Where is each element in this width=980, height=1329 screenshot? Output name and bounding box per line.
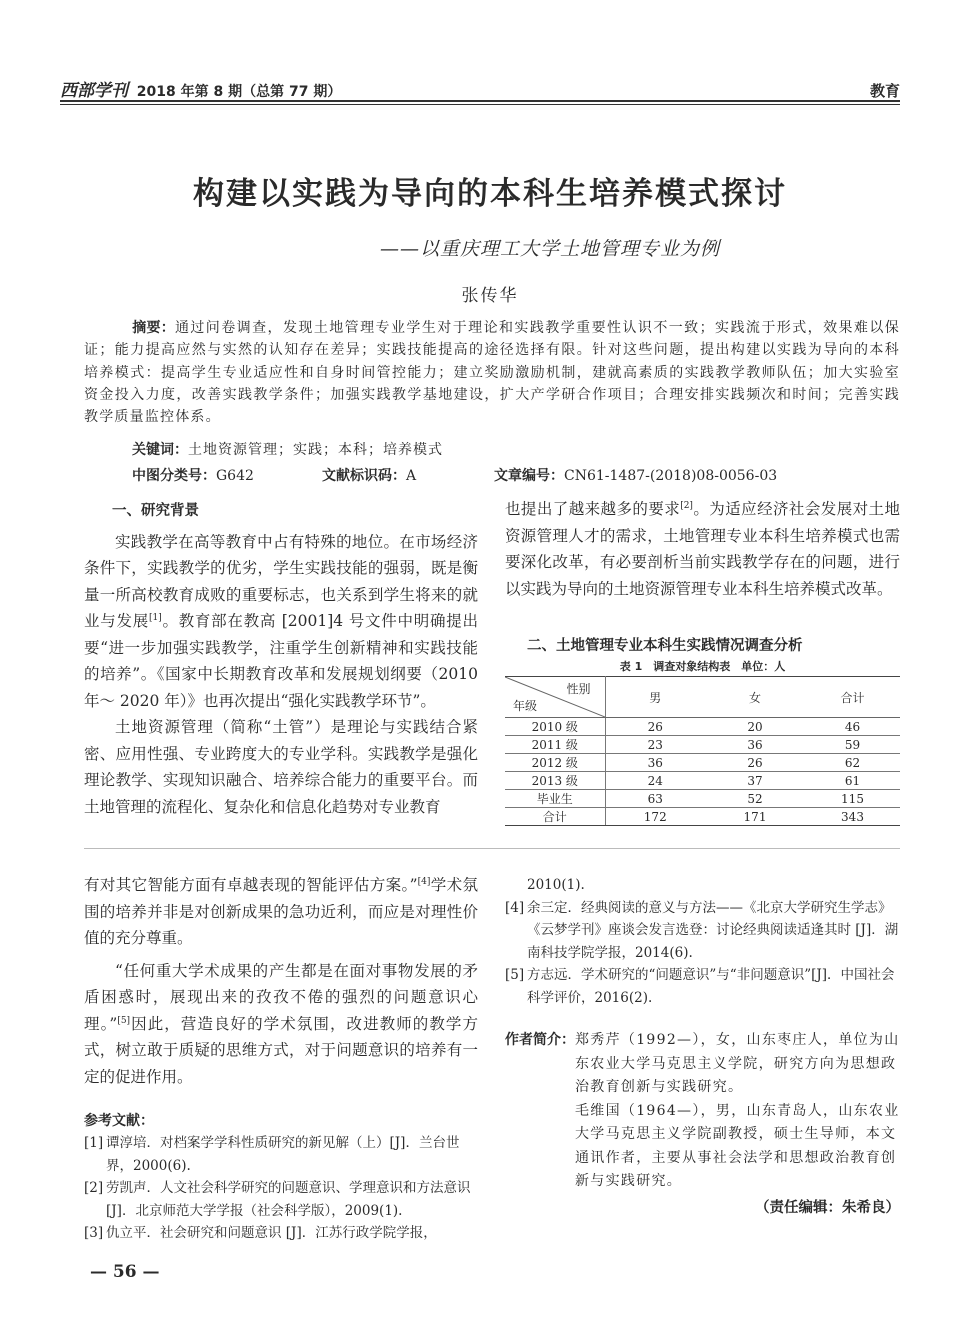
table-row: 2011 级 23 36 59 [505, 736, 900, 754]
references-title: 参考文献： [84, 1113, 154, 1129]
table-row: 2012 级 36 26 62 [505, 754, 900, 772]
page-number: — 56 — [90, 1262, 160, 1282]
lower-left-column [84, 872, 478, 1090]
reference-item: [5] 方志远．学术研究的“问题意识”与“非问题意识”[J]．中国社会科学评价，2016(2). [505, 967, 895, 1006]
clc-value: G642 [216, 468, 254, 484]
issue-info: 2018 年第 8 期（总第 77 期） [136, 84, 342, 100]
section1-heading: 一、研究背景 [112, 503, 199, 519]
table-header-total: 合计 [805, 677, 900, 718]
references-list-right [505, 874, 900, 1009]
abstract [84, 317, 900, 428]
table-total-row: 合计 172 171 343 [505, 808, 900, 826]
section2-heading: 二、土地管理专业本科生实践情况调查分析 [527, 638, 803, 654]
reference-item: [1] 谭淳培．对档案学学科性质研究的新见解（上）[J]．兰台世界，2000(6). [84, 1135, 460, 1174]
left-column [84, 498, 478, 820]
abstract-text: 通过问卷调查，发现土地管理专业学生对于理论和实践教学重要性认识不一致；实践流于形式，效果难以保证；能力提高应然与实然的认知存在差异；实践技能提高的途径选择有限。针对这些问题，提出构建以实践为导向的本科培养模式：提高学生专业适应性和自身时间管控能力；建立奖励激励机制，建就高素质的实践教学教师队伍；加大实验室资金投入力度，改善实践教学条件；加强实践教学基地建设，扩大产学研合作项目；合理安排实践频次和时间；完善实践教学质量监控体系。 [84, 320, 901, 426]
bio-author-1: 郑秀芹（1992—），女，山东枣庄人，单位为山东农业大学马克思主义学院，研究方向为思想政治教育创新与实践研究。 [575, 1032, 900, 1095]
bio-label: 作者简介： [505, 1032, 575, 1048]
doc-code-value: A [406, 468, 417, 484]
survey-table-wrapper [505, 676, 900, 826]
doc-code-label: 文献标识码： [322, 468, 406, 484]
journal-header [60, 76, 341, 101]
citation-1: [1] [148, 612, 162, 623]
table-caption: 表 1 调查对象结构表 单位：人 [619, 660, 786, 673]
table-corner-cell [505, 677, 605, 718]
corner-top-label: 性别 [566, 682, 591, 696]
reference-item: [4] 余三定．经典阅读的意义与方法——《北京大学研究生学志》《云梦学刊》座谈会发言选登：讨论经典阅读适逢其时 [J]．湖南科技学院学报，2014(6). [505, 899, 899, 961]
table-header-male: 男 [605, 677, 705, 718]
citation-2: [2] [680, 500, 693, 511]
table-header-row [505, 677, 900, 718]
reference-item: [2] 劳凯声．人文社会科学研究的问题意识、学理意识和方法意识 [J]．北京师范大学学报（社会科学版），2009(1). [84, 1180, 471, 1219]
reference-continuation: 2010(1). [527, 877, 585, 893]
corner-bottom-label: 年级 [513, 699, 538, 713]
lower-paragraph-2: “任何重大学术成果的产生都是在面对事物发展的矛盾困惑时，展现出来的孜孜不倦的强烈的问题意识心理。”[5]因此，营造良好的学术氛围，改进教师的教学方式，树立敢于质疑的思维方式，对于问题意识的培养有一定的促进作用。 [84, 961, 478, 1086]
section1-paragraph-2: 土地资源管理（简称“土管”）是理论与实践结合紧密、应用性强、专业跨度大的专业学科。实践教学是强化理论教学、实现知识融合、培养综合能力的重要平台。而土地管理的流程化、复杂化和信息化趋势对专业教育 [84, 718, 478, 816]
lower-paragraph-1: 有对其它智能方面有卓越表现的智能评估方案。”[4]学术氛围的培养并非是对创新成果的急功近利，而应是对理性价值的充分尊重。 [84, 876, 478, 947]
abstract-label: 摘要： [132, 320, 175, 336]
responsible-editor: （责任编辑：朱希良） [755, 1200, 900, 1216]
clc-label: 中图分类号： [132, 468, 216, 484]
journal-name: 西部学刊 [60, 81, 128, 101]
table-row: 2013 级 24 37 61 [505, 772, 900, 790]
references-list-left [84, 1132, 478, 1245]
article-no-value: CN61-1487-(2018)08-0056-03 [564, 468, 778, 484]
header-rule [60, 100, 900, 102]
article-author: 张传华 [461, 286, 519, 306]
article-no-label: 文章编号： [494, 468, 564, 484]
section1-paragraph-1: 实践教学在高等教育中占有特殊的地位。在市场经济条件下，实践教学的优劣，学生实践技能的强弱，既是衡量一所高校教育成败的重要标志，也关系到学生将来的就业与发展[1]。教育部在教高 [2001]4 号文件中明确提出要“进一步加强实践教学，注重学生创新精神和实践技能的培养”。《国家中长期教育改革和发展规划纲要（2010 年～ 2020 年）》也再次提出“强化实践教学环节”。 [84, 532, 478, 710]
citation-4: [4] [417, 876, 431, 887]
right-column [505, 496, 900, 602]
reference-item: [3] 仇立平．社会研究和问题意识 [J]．江苏行政学院学报， [84, 1225, 437, 1241]
survey-table [505, 676, 900, 826]
keywords [132, 439, 443, 459]
keywords-text: 土地资源管理；实践；本科；培养模式 [188, 442, 443, 458]
page-divider [84, 848, 900, 849]
table-row: 毕业生 63 52 115 [505, 790, 900, 808]
keywords-label: 关键词： [132, 442, 188, 458]
header-rule-thin [60, 104, 900, 105]
section-name: 教育 [869, 82, 900, 100]
article-subtitle: ——以重庆理工大学土地管理专业为例 [379, 238, 720, 260]
article-title: 构建以实践为导向的本科生培养模式探讨 [193, 176, 787, 212]
section1-paragraph-3: 也提出了越来越多的要求[2]。为适应经济社会发展对土地资源管理人才的需求，土地管理专业本科生培养模式也需要深化改革，有必要剖析当前实践教学存在的问题，进行以实践为导向的土地资源管理专业本科生培养模式改革。 [505, 500, 900, 598]
bio-author-2: 毛维国（1964—），男，山东青岛人，山东农业大学马克思主义学院副教授，硕士生导师，本文通讯作者，主要从事社会法学和思想政治教育创新与实践研究。 [575, 1102, 900, 1189]
citation-5: [5] [117, 1015, 131, 1026]
table-header-female: 女 [705, 677, 805, 718]
author-bio [505, 1029, 900, 1194]
table-row: 2010 级 26 20 46 [505, 718, 900, 736]
